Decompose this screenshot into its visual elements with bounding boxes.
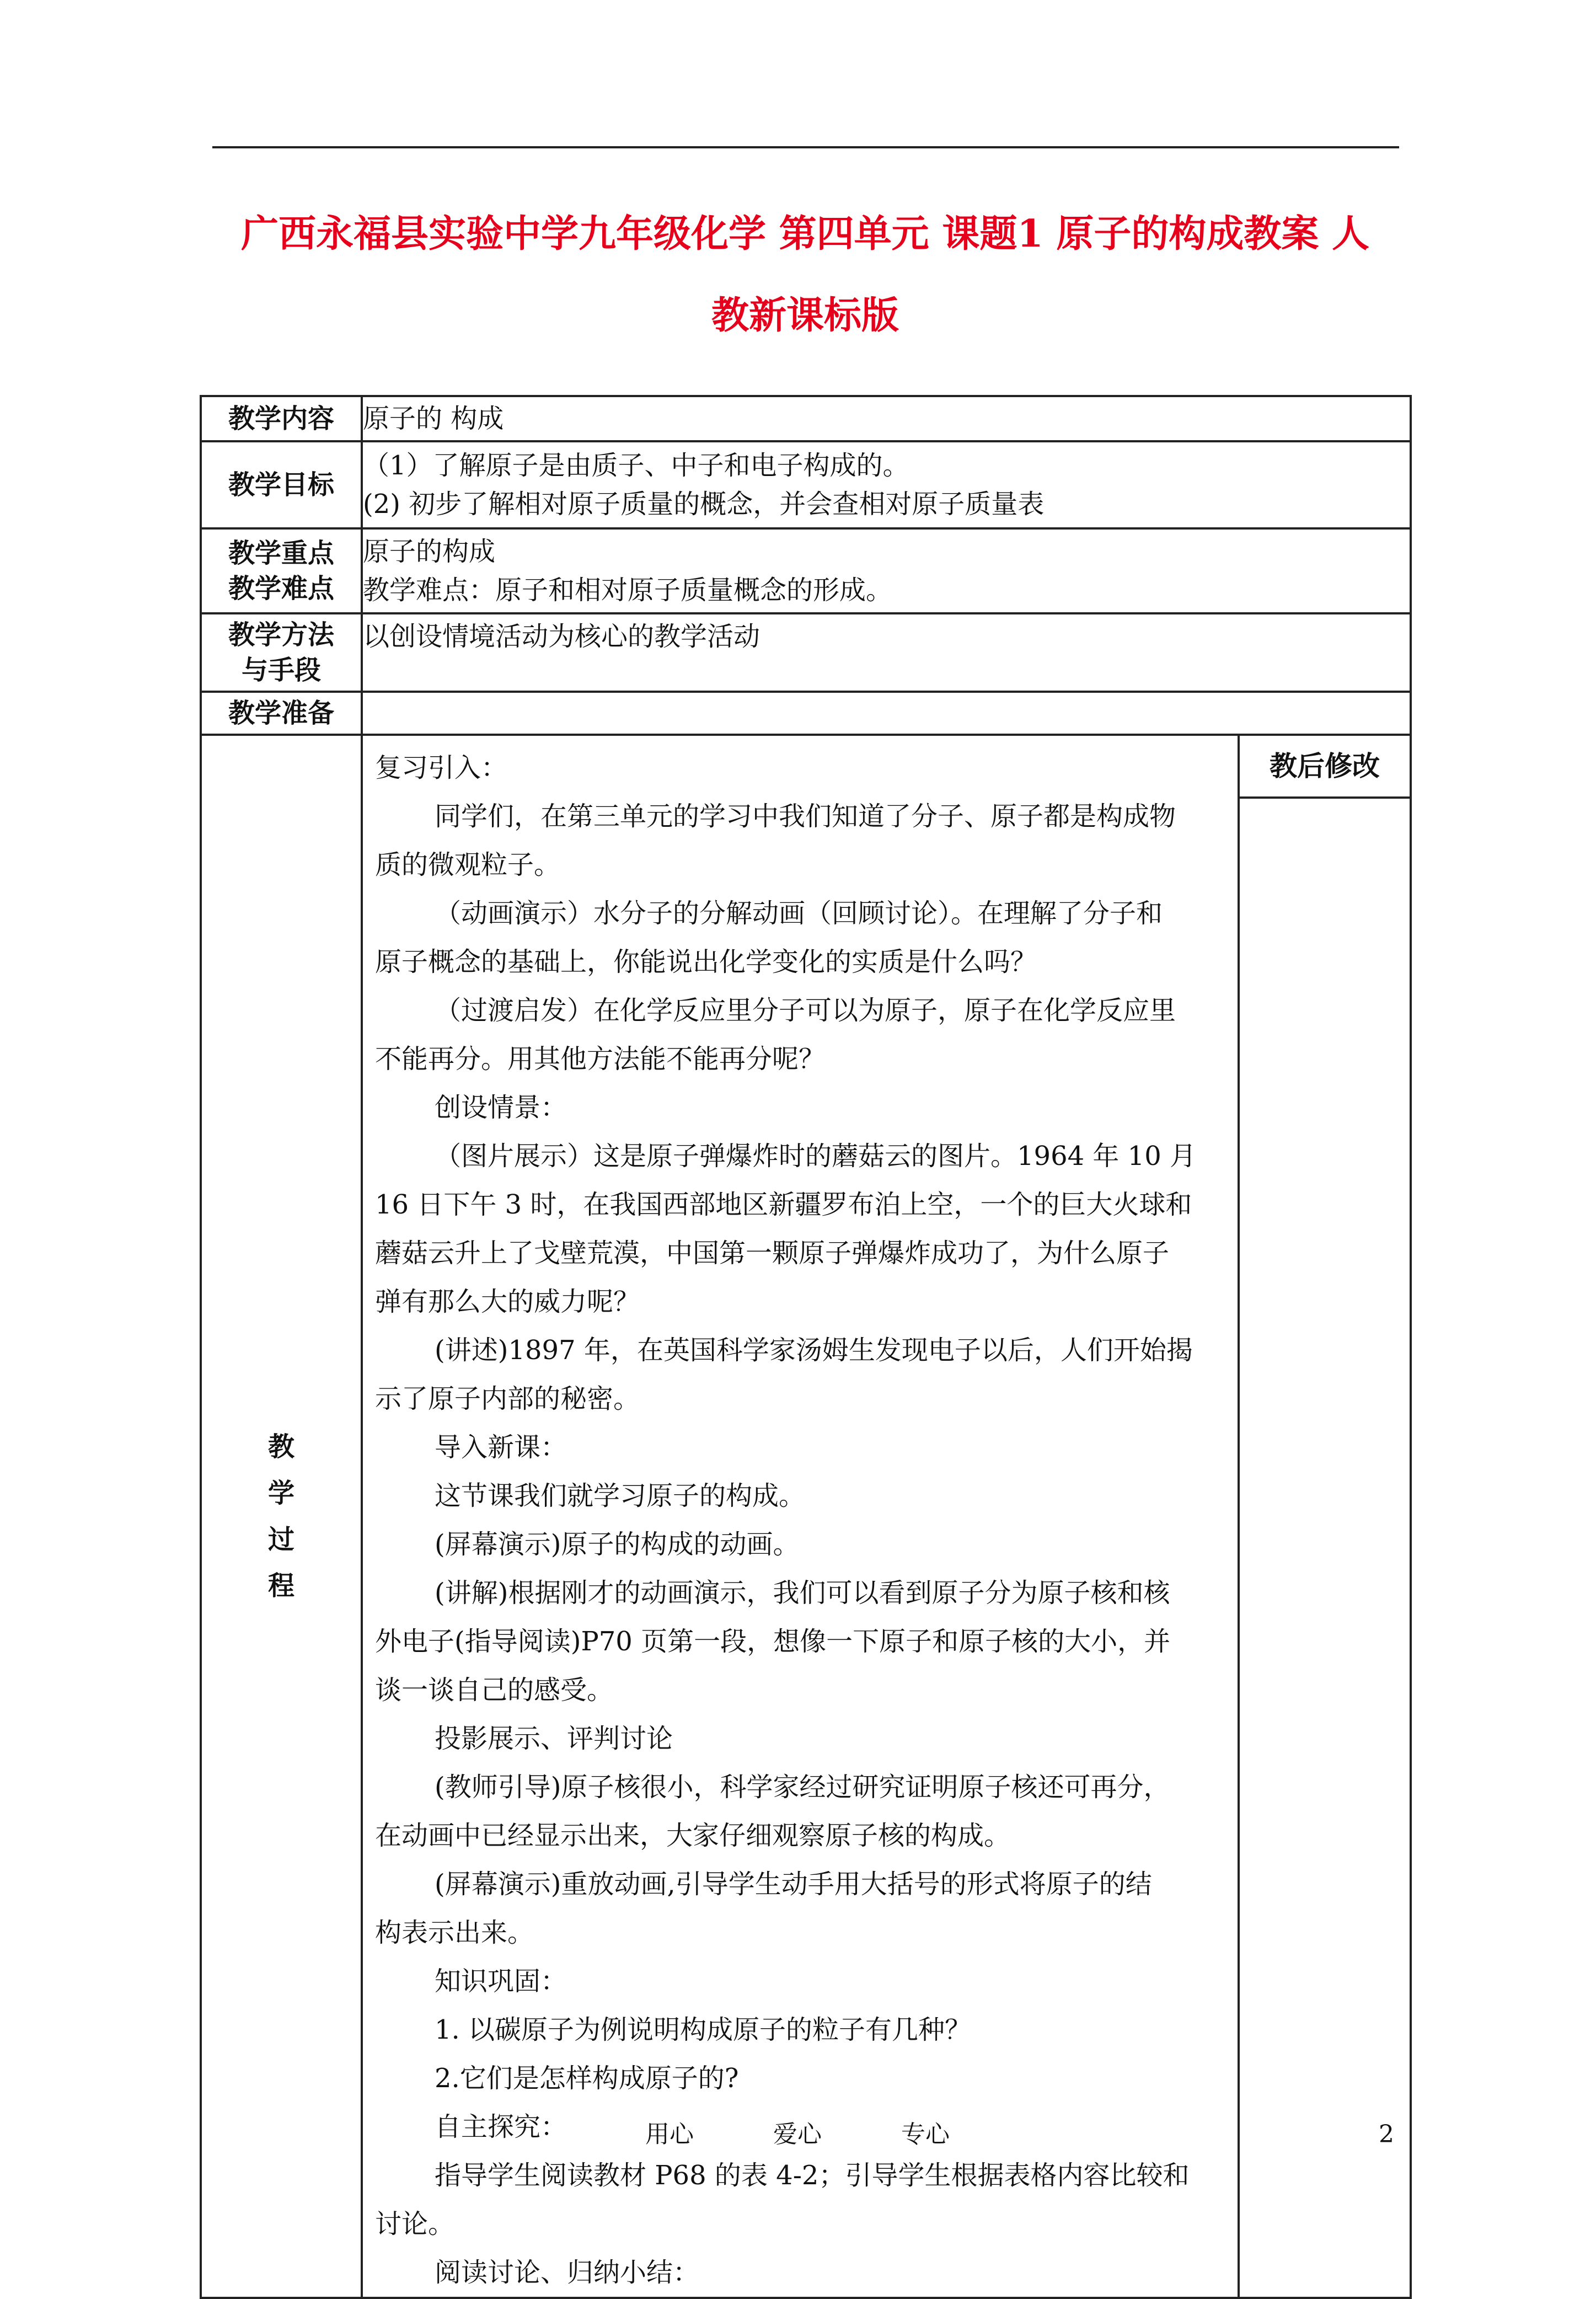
goals-label: 教学目标 (201, 441, 362, 528)
process-label (201, 735, 362, 2298)
revision-label: 教后修改 (1240, 736, 1410, 799)
process-body (362, 735, 1239, 2298)
process-line: 16 日下午 3 时，在我国西部地区新疆罗布泊上空，一个的巨大火球和 (375, 1189, 1192, 1220)
key-value: 原子的构成 (363, 536, 496, 567)
method-value: 以创设情境活动为核心的教学活动 (362, 613, 1411, 692)
footer-motto: 爱心 (773, 2120, 822, 2148)
row-prep (201, 692, 1411, 735)
process-line: 示了原子内部的秘密。 (375, 1383, 640, 1414)
process-line: （图片展示）这是原子弹爆炸时的蘑菇云的图片。1964 年 10 月 (435, 1141, 1197, 1172)
process-line: (教师引导)原子核很小，科学家经过研究证明原子核还可再分， (435, 1772, 1170, 1803)
content-label: 教学内容 (201, 396, 362, 441)
row-key-points (201, 528, 1411, 613)
prep-value (362, 692, 1411, 735)
row-content (201, 396, 1411, 441)
row-process (201, 735, 1411, 2298)
footer-motto: 专心 (901, 2120, 950, 2148)
title-line-2: 教新课标版 (711, 293, 899, 338)
process-line: 讨论。 (375, 2209, 455, 2239)
process-line: 同学们，在第三单元的学习中我们知道了分子、原子都是构成物 (435, 801, 1176, 832)
method-label-1: 教学方法 (228, 619, 334, 650)
process-line: （过渡启发）在化学反应里分子可以为原子，原子在化学反应里 (435, 995, 1176, 1026)
process-line: 弹有那么大的威力呢？ (375, 1286, 640, 1317)
process-line: 复习引入： (375, 752, 508, 783)
revision-column (1239, 735, 1411, 2298)
process-line: 构表示出来。 (375, 1917, 534, 1948)
key-cell (362, 528, 1411, 613)
process-line: 投影展示、评判讨论 (435, 1723, 673, 1754)
lesson-plan-table (200, 395, 1412, 2299)
process-label-char: 程 (267, 1570, 294, 1601)
process-line: 1. 以碳原子为例说明构成原子的粒子有几种？ (435, 2014, 972, 2045)
process-line: 2.它们是怎样构成原子的? (435, 2063, 739, 2094)
key-label-2: 教学难点 (228, 573, 334, 604)
process-line: 知识巩固： (435, 1966, 567, 1997)
footer-motto: 用心 (645, 2120, 694, 2148)
process-line: 在动画中已经显示出来，大家仔细观察原子核的构成。 (375, 1820, 1011, 1851)
row-method (201, 613, 1411, 692)
prep-label: 教学准备 (201, 692, 362, 735)
process-line: 阅读讨论、归纳小结： (435, 2257, 700, 2288)
process-line: 质的微观粒子。 (375, 849, 561, 880)
difficulty-value: 教学难点：原子和相对原子质量概念的形成。 (363, 575, 893, 606)
process-line: (讲解)根据刚才的动画演示，我们可以看到原子分为原子核和核 (435, 1578, 1170, 1608)
process-line: (讲述)1897 年，在英国科学家汤姆生发现电子以后，人们开始揭 (435, 1335, 1193, 1366)
process-line: 自主探究： (435, 2111, 567, 2142)
process-line: 外电子(指导阅读)P70 页第一段，想像一下原子和原子核的大小，并 (375, 1626, 1171, 1657)
process-line: 原子概念的基础上，你能说出化学变化的实质是什么吗？ (375, 947, 1037, 977)
process-line: 这节课我们就学习原子的构成。 (435, 1480, 806, 1511)
process-line: (屏幕演示)原子的构成的动画。 (435, 1529, 800, 1560)
process-line: 指导学生阅读教材 P68 的表 4-2；引导学生根据表格内容比较和 (435, 2160, 1190, 2191)
method-label (201, 613, 362, 692)
document-title (210, 193, 1401, 356)
process-label-char: 教 (267, 1431, 294, 1462)
process-line: (屏幕演示)重放动画,引导学生动手用大括号的形式将原子的结 (435, 1869, 1152, 1900)
process-label-char: 学 (267, 1478, 294, 1509)
page-number: 2 (1379, 2120, 1394, 2148)
content-value: 原子的 构成 (362, 396, 1411, 441)
goal-2: (2) 初步了解相对原子质量的概念，并会查相对原子质量表 (363, 489, 1045, 520)
process-line: 不能再分。用其他方法能不能再分呢？ (375, 1044, 826, 1074)
key-label-1: 教学重点 (228, 538, 334, 569)
method-label-2: 与手段 (241, 655, 321, 686)
page-footer (0, 2115, 1596, 2154)
goals-cell (362, 441, 1411, 528)
process-line: 谈一谈自己的感受。 (375, 1675, 614, 1705)
process-line: 创设情景： (435, 1092, 567, 1123)
key-label (201, 528, 362, 613)
process-line: （动画演示）水分子的分解动画（回顾讨论）。在理解了分子和 (435, 898, 1163, 929)
row-goals (201, 441, 1411, 528)
title-line-1: 广西永福县实验中学九年级化学 第四单元 课题1 原子的构成教案 人 (240, 212, 1369, 256)
footer-mottos (645, 2115, 1021, 2154)
process-line: 蘑菇云升上了戈壁荒漠，中国第一颗原子弹爆炸成功了，为什么原子 (375, 1238, 1170, 1269)
process-label-char: 过 (267, 1524, 294, 1555)
header-rule (212, 146, 1399, 148)
process-line: 导入新课： (435, 1432, 567, 1463)
goal-1: （1）了解原子是由质子、中子和电子构成的。 (363, 450, 909, 481)
